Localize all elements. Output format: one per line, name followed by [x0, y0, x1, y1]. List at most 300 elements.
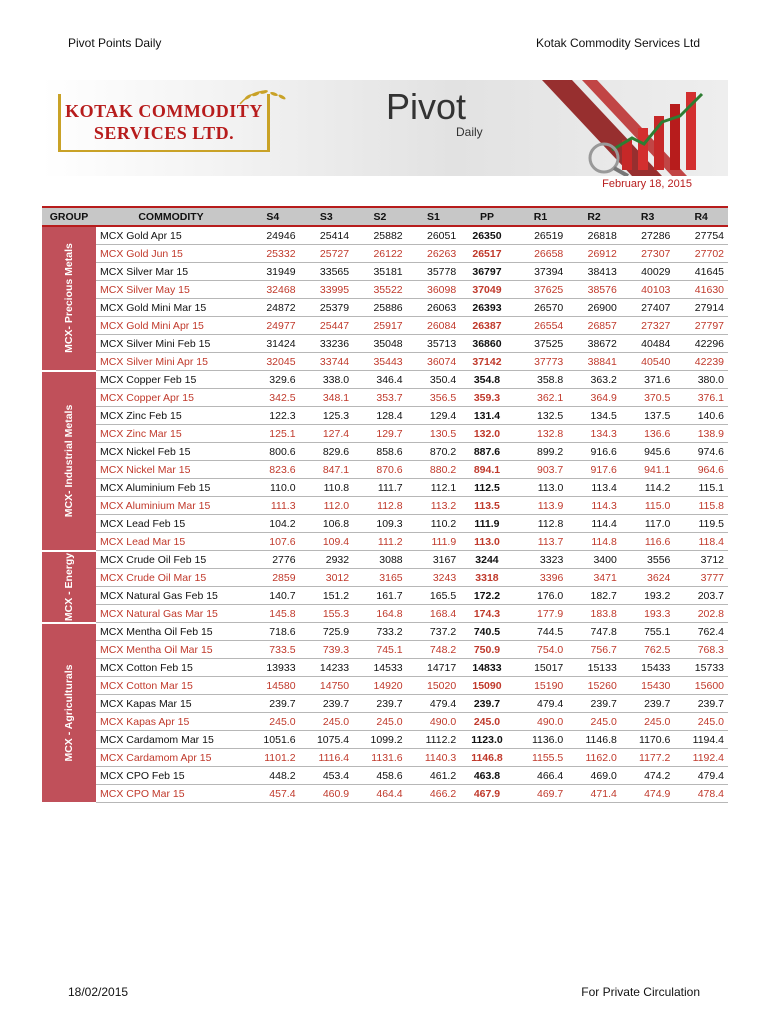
- level-value: 1099.2: [353, 731, 407, 749]
- level-value: 193.3: [621, 605, 675, 623]
- level-value: 33995: [300, 281, 354, 299]
- level-value: 26857: [567, 317, 621, 335]
- level-value: 26900: [567, 299, 621, 317]
- level-value: 478.4: [674, 785, 728, 803]
- wheat-leaves-icon: [236, 88, 296, 106]
- banner-subtitle: Daily: [456, 125, 483, 139]
- level-value: 119.5: [674, 515, 728, 533]
- level-value: 26818: [567, 226, 621, 245]
- level-value: 41630: [674, 281, 728, 299]
- level-value: 104.2: [246, 515, 300, 533]
- table-row: [42, 641, 728, 659]
- level-value: 245.0: [621, 713, 675, 731]
- commodity-name: MCX Silver May 15: [96, 281, 246, 299]
- level-value: 1131.6: [353, 749, 407, 767]
- pivot-value: 15090: [460, 677, 514, 695]
- level-value: 42239: [674, 353, 728, 371]
- level-value: 733.2: [353, 623, 407, 641]
- level-value: 245.0: [567, 713, 621, 731]
- level-value: 479.4: [407, 695, 461, 713]
- level-value: 800.6: [246, 443, 300, 461]
- level-value: 25886: [353, 299, 407, 317]
- level-value: 129.4: [407, 407, 461, 425]
- pivot-value: 354.8: [460, 371, 514, 389]
- pivot-value: 113.0: [460, 533, 514, 551]
- level-value: 37394: [514, 263, 568, 281]
- level-value: 14750: [300, 677, 354, 695]
- level-value: 109.3: [353, 515, 407, 533]
- group-label: MCX- Industrial Metals: [63, 404, 75, 517]
- commodity-name: MCX Nickel Mar 15: [96, 461, 246, 479]
- level-value: 165.5: [407, 587, 461, 605]
- level-value: 140.7: [246, 587, 300, 605]
- level-value: 457.4: [246, 785, 300, 803]
- level-value: 15260: [567, 677, 621, 695]
- level-value: 111.2: [353, 533, 407, 551]
- level-value: 15430: [621, 677, 675, 695]
- level-value: 15733: [674, 659, 728, 677]
- level-value: 2776: [246, 551, 300, 569]
- pivot-value: 467.9: [460, 785, 514, 803]
- level-value: 26122: [353, 245, 407, 263]
- level-value: 338.0: [300, 371, 354, 389]
- level-value: 466.4: [514, 767, 568, 785]
- level-value: 756.7: [567, 641, 621, 659]
- table-row: [42, 731, 728, 749]
- table-row: [42, 281, 728, 299]
- table-row: [42, 245, 728, 263]
- table-row: [42, 587, 728, 605]
- column-header: S2: [353, 207, 407, 226]
- group-cell: [42, 371, 96, 551]
- level-value: 370.5: [621, 389, 675, 407]
- level-value: 24946: [246, 226, 300, 245]
- pivot-value: 750.9: [460, 641, 514, 659]
- pivot-value: 112.5: [460, 479, 514, 497]
- level-value: 114.3: [567, 497, 621, 515]
- table-row: [42, 497, 728, 515]
- level-value: 27702: [674, 245, 728, 263]
- level-value: 111.3: [246, 497, 300, 515]
- level-value: 14533: [353, 659, 407, 677]
- level-value: 40540: [621, 353, 675, 371]
- level-value: 155.3: [300, 605, 354, 623]
- table-row: [42, 317, 728, 335]
- commodity-name: MCX Kapas Apr 15: [96, 713, 246, 731]
- level-value: 125.3: [300, 407, 354, 425]
- level-value: 145.8: [246, 605, 300, 623]
- level-value: 464.4: [353, 785, 407, 803]
- logo-line1: KOTAK COMMODITY: [65, 101, 263, 121]
- pivot-value: 113.5: [460, 497, 514, 515]
- level-value: 1051.6: [246, 731, 300, 749]
- level-value: 363.2: [567, 371, 621, 389]
- pivot-value: 740.5: [460, 623, 514, 641]
- level-value: 26658: [514, 245, 568, 263]
- level-value: 964.6: [674, 461, 728, 479]
- report-date: February 18, 2015: [602, 178, 692, 190]
- table-row: [42, 785, 728, 803]
- level-value: 2859: [246, 569, 300, 587]
- commodity-name: MCX Cotton Mar 15: [96, 677, 246, 695]
- table-row: [42, 353, 728, 371]
- level-value: 27797: [674, 317, 728, 335]
- group-cell: [42, 226, 96, 371]
- table-row: [42, 569, 728, 587]
- level-value: 358.8: [514, 371, 568, 389]
- level-value: 1140.3: [407, 749, 461, 767]
- level-value: 13933: [246, 659, 300, 677]
- column-header: R1: [514, 207, 568, 226]
- level-value: 3167: [407, 551, 461, 569]
- level-value: 183.8: [567, 605, 621, 623]
- level-value: 3012: [300, 569, 354, 587]
- level-value: 350.4: [407, 371, 461, 389]
- level-value: 748.2: [407, 641, 461, 659]
- level-value: 113.2: [407, 497, 461, 515]
- commodity-name: MCX Cardamom Mar 15: [96, 731, 246, 749]
- commodity-name: MCX Silver Mini Feb 15: [96, 335, 246, 353]
- table-row: [42, 226, 728, 245]
- level-value: 134.3: [567, 425, 621, 443]
- commodity-name: MCX Gold Jun 15: [96, 245, 246, 263]
- level-value: 106.8: [300, 515, 354, 533]
- level-value: 109.4: [300, 533, 354, 551]
- level-value: 762.4: [674, 623, 728, 641]
- rising-chart-icon: [512, 80, 728, 176]
- level-value: 880.2: [407, 461, 461, 479]
- level-value: 245.0: [246, 713, 300, 731]
- level-value: 24872: [246, 299, 300, 317]
- level-value: 15190: [514, 677, 568, 695]
- level-value: 37525: [514, 335, 568, 353]
- level-value: 26554: [514, 317, 568, 335]
- level-value: 137.5: [621, 407, 675, 425]
- level-value: 33236: [300, 335, 354, 353]
- group-label: MCX- Precious Metals: [63, 243, 75, 354]
- level-value: 112.8: [514, 515, 568, 533]
- level-value: 193.2: [621, 587, 675, 605]
- level-value: 32045: [246, 353, 300, 371]
- level-value: 203.7: [674, 587, 728, 605]
- level-value: 870.2: [407, 443, 461, 461]
- level-value: 329.6: [246, 371, 300, 389]
- commodity-name: MCX Natural Gas Mar 15: [96, 605, 246, 623]
- pivot-value: 36860: [460, 335, 514, 353]
- level-value: 25414: [300, 226, 354, 245]
- table-row: [42, 659, 728, 677]
- level-value: 745.1: [353, 641, 407, 659]
- level-value: 113.0: [514, 479, 568, 497]
- footer-date: 18/02/2015: [68, 985, 129, 999]
- level-value: 376.1: [674, 389, 728, 407]
- level-value: 40484: [621, 335, 675, 353]
- commodity-name: MCX Zinc Feb 15: [96, 407, 246, 425]
- level-value: 127.4: [300, 425, 354, 443]
- level-value: 1112.2: [407, 731, 461, 749]
- level-value: 31424: [246, 335, 300, 353]
- commodity-name: MCX Copper Apr 15: [96, 389, 246, 407]
- level-value: 847.1: [300, 461, 354, 479]
- level-value: 14233: [300, 659, 354, 677]
- commodity-name: MCX Mentha Oil Mar 15: [96, 641, 246, 659]
- level-value: 132.8: [514, 425, 568, 443]
- level-value: 448.2: [246, 767, 300, 785]
- level-value: 37773: [514, 353, 568, 371]
- level-value: 27914: [674, 299, 728, 317]
- level-value: 26084: [407, 317, 461, 335]
- level-value: 2932: [300, 551, 354, 569]
- level-value: 1155.5: [514, 749, 568, 767]
- pivot-value: 26517: [460, 245, 514, 263]
- level-value: 151.2: [300, 587, 354, 605]
- level-value: 3165: [353, 569, 407, 587]
- commodity-name: MCX Lead Mar 15: [96, 533, 246, 551]
- level-value: 38672: [567, 335, 621, 353]
- level-value: 3400: [567, 551, 621, 569]
- column-header: R3: [621, 207, 675, 226]
- level-value: 112.0: [300, 497, 354, 515]
- level-value: 858.6: [353, 443, 407, 461]
- level-value: 138.9: [674, 425, 728, 443]
- pivot-value: 463.8: [460, 767, 514, 785]
- company-logo: [58, 94, 270, 152]
- level-value: 737.2: [407, 623, 461, 641]
- level-value: 25447: [300, 317, 354, 335]
- level-value: 479.4: [514, 695, 568, 713]
- level-value: 14580: [246, 677, 300, 695]
- level-value: 36098: [407, 281, 461, 299]
- pivot-value: 37049: [460, 281, 514, 299]
- level-value: 1192.4: [674, 749, 728, 767]
- level-value: 41645: [674, 263, 728, 281]
- level-value: 115.1: [674, 479, 728, 497]
- level-value: 15133: [567, 659, 621, 677]
- level-value: 27407: [621, 299, 675, 317]
- level-value: 718.6: [246, 623, 300, 641]
- level-value: 115.0: [621, 497, 675, 515]
- commodity-name: MCX CPO Feb 15: [96, 767, 246, 785]
- level-value: 754.0: [514, 641, 568, 659]
- level-value: 3243: [407, 569, 461, 587]
- level-value: 15020: [407, 677, 461, 695]
- level-value: 14920: [353, 677, 407, 695]
- pivot-value: 26350: [460, 226, 514, 245]
- commodity-name: MCX Natural Gas Feb 15: [96, 587, 246, 605]
- pivot-value: 172.2: [460, 587, 514, 605]
- level-value: 202.8: [674, 605, 728, 623]
- level-value: 113.9: [514, 497, 568, 515]
- level-value: 364.9: [567, 389, 621, 407]
- level-value: 27307: [621, 245, 675, 263]
- level-value: 490.0: [514, 713, 568, 731]
- level-value: 245.0: [674, 713, 728, 731]
- pivot-table: [42, 206, 728, 804]
- pivot-value: 131.4: [460, 407, 514, 425]
- level-value: 903.7: [514, 461, 568, 479]
- level-value: 176.0: [514, 587, 568, 605]
- level-value: 38841: [567, 353, 621, 371]
- level-value: 111.7: [353, 479, 407, 497]
- level-value: 113.7: [514, 533, 568, 551]
- level-value: 1101.2: [246, 749, 300, 767]
- level-value: 113.4: [567, 479, 621, 497]
- group-label: MCX - Agriculturals: [63, 663, 75, 762]
- table-row: [42, 677, 728, 695]
- level-value: 38576: [567, 281, 621, 299]
- level-value: 3777: [674, 569, 728, 587]
- level-value: 245.0: [300, 713, 354, 731]
- pivot-value: 36797: [460, 263, 514, 281]
- level-value: 733.5: [246, 641, 300, 659]
- level-value: 182.7: [567, 587, 621, 605]
- level-value: 974.6: [674, 443, 728, 461]
- level-value: 25379: [300, 299, 354, 317]
- column-header: COMMODITY: [96, 207, 246, 226]
- level-value: 122.3: [246, 407, 300, 425]
- pivot-value: 174.3: [460, 605, 514, 623]
- table-row: [42, 479, 728, 497]
- column-header: S3: [300, 207, 354, 226]
- level-value: 14717: [407, 659, 461, 677]
- level-value: 107.6: [246, 533, 300, 551]
- pivot-value: 26393: [460, 299, 514, 317]
- level-value: 1162.0: [567, 749, 621, 767]
- level-value: 140.6: [674, 407, 728, 425]
- level-value: 466.2: [407, 785, 461, 803]
- level-value: 177.9: [514, 605, 568, 623]
- level-value: 239.7: [567, 695, 621, 713]
- pivot-value: 894.1: [460, 461, 514, 479]
- level-value: 356.5: [407, 389, 461, 407]
- level-value: 24977: [246, 317, 300, 335]
- pivot-value: 887.6: [460, 443, 514, 461]
- column-header: S4: [246, 207, 300, 226]
- company-name: Kotak Commodity Services Ltd: [535, 36, 700, 50]
- level-value: 471.4: [567, 785, 621, 803]
- table-row: [42, 299, 728, 317]
- commodity-name: MCX Zinc Mar 15: [96, 425, 246, 443]
- column-header: R4: [674, 207, 728, 226]
- pivot-value: 1123.0: [460, 731, 514, 749]
- level-value: 26519: [514, 226, 568, 245]
- table-row: [42, 443, 728, 461]
- commodity-name: MCX Gold Mini Mar 15: [96, 299, 246, 317]
- commodity-name: MCX Cardamom Apr 15: [96, 749, 246, 767]
- level-value: 35778: [407, 263, 461, 281]
- level-value: 458.6: [353, 767, 407, 785]
- commodity-name: MCX Crude Oil Mar 15: [96, 569, 246, 587]
- level-value: 115.8: [674, 497, 728, 515]
- level-value: 762.5: [621, 641, 675, 659]
- table-row: [42, 371, 728, 389]
- level-value: 1116.4: [300, 749, 354, 767]
- level-value: 25882: [353, 226, 407, 245]
- level-value: 1177.2: [621, 749, 675, 767]
- group-cell: [42, 623, 96, 803]
- table-row: [42, 533, 728, 551]
- level-value: 15600: [674, 677, 728, 695]
- level-value: 346.4: [353, 371, 407, 389]
- level-value: 112.8: [353, 497, 407, 515]
- level-value: 168.4: [407, 605, 461, 623]
- level-value: 1194.4: [674, 731, 728, 749]
- table-row: [42, 713, 728, 731]
- pivot-value: 26387: [460, 317, 514, 335]
- level-value: 823.6: [246, 461, 300, 479]
- level-value: 40103: [621, 281, 675, 299]
- pivot-value: 14833: [460, 659, 514, 677]
- table-row: [42, 425, 728, 443]
- pivot-value: 132.0: [460, 425, 514, 443]
- level-value: 114.2: [621, 479, 675, 497]
- level-value: 239.7: [621, 695, 675, 713]
- table-row: [42, 605, 728, 623]
- footer-note: For Private Circulation: [581, 985, 700, 999]
- table-body: [42, 226, 728, 803]
- level-value: 36074: [407, 353, 461, 371]
- level-value: 161.7: [353, 587, 407, 605]
- level-value: 26263: [407, 245, 461, 263]
- level-value: 1170.6: [621, 731, 675, 749]
- column-header: PP: [460, 207, 514, 226]
- commodity-name: MCX Aluminium Feb 15: [96, 479, 246, 497]
- level-value: 348.1: [300, 389, 354, 407]
- level-value: 35048: [353, 335, 407, 353]
- level-value: 129.7: [353, 425, 407, 443]
- level-value: 32468: [246, 281, 300, 299]
- table-header-row: [42, 207, 728, 226]
- level-value: 747.8: [567, 623, 621, 641]
- table-row: [42, 749, 728, 767]
- level-value: 132.5: [514, 407, 568, 425]
- commodity-name: MCX Copper Feb 15: [96, 371, 246, 389]
- level-value: 3556: [621, 551, 675, 569]
- level-value: 136.6: [621, 425, 675, 443]
- level-value: 768.3: [674, 641, 728, 659]
- level-value: 3471: [567, 569, 621, 587]
- pivot-value: 1146.8: [460, 749, 514, 767]
- level-value: 35443: [353, 353, 407, 371]
- level-value: 116.6: [621, 533, 675, 551]
- commodity-name: MCX Crude Oil Feb 15: [96, 551, 246, 569]
- document-title: Pivot Points Daily: [68, 36, 162, 50]
- level-value: 474.9: [621, 785, 675, 803]
- table-row: [42, 407, 728, 425]
- commodity-name: MCX Silver Mini Apr 15: [96, 353, 246, 371]
- level-value: 474.2: [621, 767, 675, 785]
- group-label: MCX - Energy: [63, 552, 75, 621]
- group-cell: [42, 551, 96, 623]
- pivot-value: 37142: [460, 353, 514, 371]
- level-value: 37625: [514, 281, 568, 299]
- level-value: 941.1: [621, 461, 675, 479]
- table-row: [42, 263, 728, 281]
- table-row: [42, 623, 728, 641]
- pivot-value: 359.3: [460, 389, 514, 407]
- table-row: [42, 695, 728, 713]
- level-value: 3323: [514, 551, 568, 569]
- banner: [42, 80, 728, 176]
- level-value: 27327: [621, 317, 675, 335]
- commodity-name: MCX Aluminium Mar 15: [96, 497, 246, 515]
- level-value: 945.6: [621, 443, 675, 461]
- level-value: 42296: [674, 335, 728, 353]
- level-value: 35522: [353, 281, 407, 299]
- level-value: 239.7: [300, 695, 354, 713]
- level-value: 739.3: [300, 641, 354, 659]
- level-value: 26570: [514, 299, 568, 317]
